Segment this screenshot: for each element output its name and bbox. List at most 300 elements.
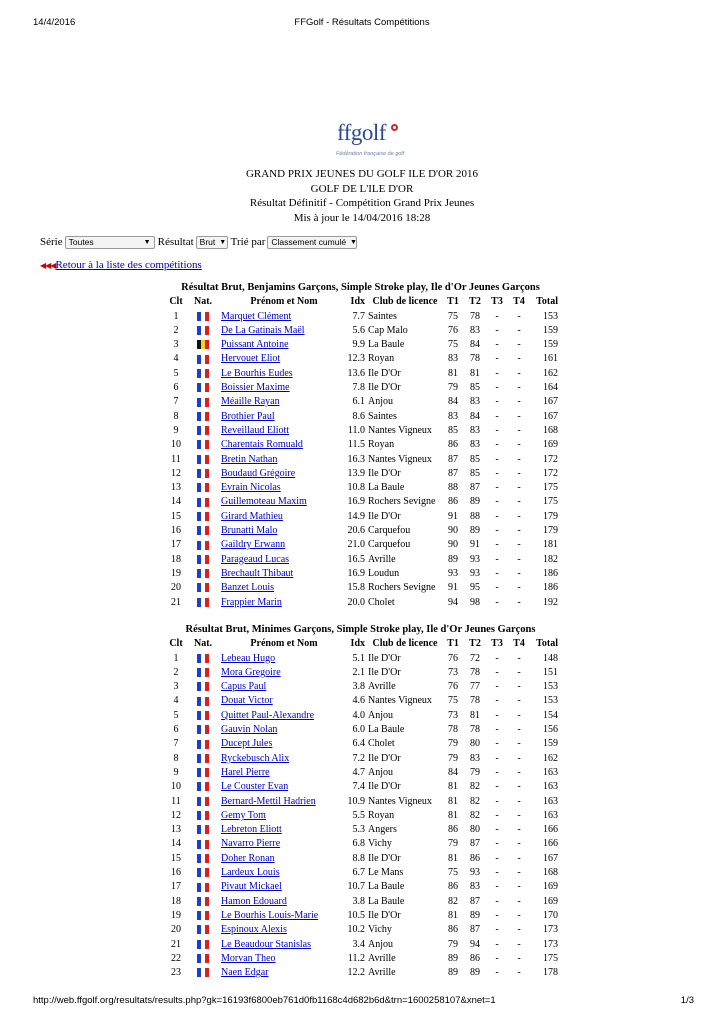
round1-cell: 76 xyxy=(448,652,458,664)
round1-cell: 89 xyxy=(448,553,458,565)
player-name-cell xyxy=(217,709,347,723)
total-cell: 159 xyxy=(543,324,558,336)
nationality-cell xyxy=(189,723,217,737)
table-row xyxy=(163,795,558,809)
round1-cell: 81 xyxy=(448,367,458,379)
table-row xyxy=(163,909,558,923)
club-cell: Ile D'Or xyxy=(368,382,401,394)
player-name-cell xyxy=(217,652,347,666)
back-link[interactable]: Retour à la liste des compétitions xyxy=(55,259,202,271)
player-name-cell xyxy=(217,752,347,766)
round2-cell: 87 xyxy=(470,838,480,850)
round3-cell: - xyxy=(495,666,499,678)
round1-cell: 79 xyxy=(448,938,458,950)
player-link[interactable]: Gaildry Erwann xyxy=(221,539,286,551)
round2-cell: 91 xyxy=(470,539,480,551)
round3-cell: - xyxy=(495,952,499,964)
player-name-cell xyxy=(217,895,347,909)
index-cell: 6.8 xyxy=(352,838,365,850)
round4-cell: - xyxy=(517,938,521,950)
club-cell: Ile D'Or xyxy=(368,852,401,864)
rank-cell: 1 xyxy=(173,652,179,664)
nationality-cell xyxy=(189,923,217,937)
rank-cell: 4 xyxy=(173,353,179,365)
round4-cell: - xyxy=(517,410,521,422)
table-row xyxy=(163,553,558,567)
player-name-cell xyxy=(217,338,347,352)
resultat-label: Résultat xyxy=(157,236,194,248)
player-link[interactable]: Espinoux Alexis xyxy=(221,924,287,936)
round2-cell: 84 xyxy=(470,410,480,422)
table-row xyxy=(163,381,558,395)
table-row xyxy=(163,596,558,610)
round4-cell: - xyxy=(517,439,521,451)
player-link[interactable]: Hervouet Eliot xyxy=(221,353,281,365)
player-link[interactable]: Lebeau Hugo xyxy=(221,652,276,664)
player-link[interactable]: Gemy Tom xyxy=(221,809,266,821)
round4-cell: - xyxy=(517,539,521,551)
round1-cell: 73 xyxy=(448,709,458,721)
player-link[interactable]: Le Beaudour Stanislas xyxy=(221,938,311,950)
rank-cell: 16 xyxy=(171,525,181,537)
index-cell: 13.9 xyxy=(347,467,365,479)
print-date: 14/4/2016 xyxy=(33,17,76,28)
index-cell: 4.7 xyxy=(352,766,365,778)
player-name-cell xyxy=(217,524,347,538)
index-cell: 10.7 xyxy=(347,881,365,893)
index-cell: 21.0 xyxy=(347,539,365,551)
round4-cell: - xyxy=(517,666,521,678)
col-club: Club de licence xyxy=(372,638,438,650)
player-link[interactable]: Capus Paul xyxy=(221,681,267,693)
index-cell: 11.2 xyxy=(347,952,365,964)
france-flag-icon xyxy=(197,768,210,777)
total-cell: 167 xyxy=(543,852,558,864)
round4-cell: - xyxy=(517,766,521,778)
total-cell: 186 xyxy=(543,582,558,594)
nationality-cell xyxy=(189,510,217,524)
section-title: Résultat Brut, Benjamins Garçons, Simple Stroke play, Ile d'Or Jeunes Garçons xyxy=(181,282,540,293)
club-cell: Vichy xyxy=(368,838,392,850)
player-name-cell xyxy=(217,852,347,866)
rank-cell: 21 xyxy=(171,596,181,608)
rank-cell: 19 xyxy=(171,909,181,921)
round3-cell: - xyxy=(495,582,499,594)
player-name-cell xyxy=(217,909,347,923)
nationality-cell xyxy=(189,538,217,552)
rank-cell: 10 xyxy=(171,439,181,451)
player-link[interactable]: Parageaud Lucas xyxy=(221,553,290,565)
player-link[interactable]: Bernard-Mettil Hadrien xyxy=(221,795,316,807)
round4-cell: - xyxy=(517,510,521,522)
player-name-cell xyxy=(217,467,347,481)
player-name-cell xyxy=(217,424,347,438)
club-cell: Anjou xyxy=(368,396,393,408)
index-cell: 10.8 xyxy=(347,482,365,494)
france-flag-icon xyxy=(197,398,210,407)
rank-cell: 5 xyxy=(173,709,179,721)
france-flag-icon xyxy=(197,498,210,507)
club-cell: La Baule xyxy=(368,895,405,907)
dropdown-arrow-icon: ▼ xyxy=(143,238,151,246)
club-cell: Angers xyxy=(368,824,397,836)
round1-cell: 93 xyxy=(448,567,458,579)
club-cell: Loudun xyxy=(368,567,400,579)
round3-cell: - xyxy=(495,439,499,451)
round1-cell: 73 xyxy=(448,666,458,678)
player-name-cell xyxy=(217,453,347,467)
nationality-cell xyxy=(189,453,217,467)
rank-cell: 2 xyxy=(173,324,179,336)
round2-cell: 93 xyxy=(470,867,480,879)
trie-select[interactable]: Classement cumulé ▼ xyxy=(267,236,357,249)
club-cell: Cap Malo xyxy=(368,324,408,336)
index-cell: 7.4 xyxy=(352,781,365,793)
france-flag-icon xyxy=(197,940,210,949)
round3-cell: - xyxy=(495,809,499,821)
table-row xyxy=(163,938,558,952)
total-cell: 175 xyxy=(543,952,558,964)
france-flag-icon xyxy=(197,598,210,607)
table-row xyxy=(163,481,558,495)
club-cell: Ile D'Or xyxy=(368,781,401,793)
france-flag-icon xyxy=(197,911,210,920)
round4-cell: - xyxy=(517,525,521,537)
player-name-cell xyxy=(217,780,347,794)
round1-cell: 82 xyxy=(448,895,458,907)
nationality-cell xyxy=(189,709,217,723)
table-row xyxy=(163,852,558,866)
club-cell: Ile D'Or xyxy=(368,752,401,764)
round3-cell: - xyxy=(495,652,499,664)
france-flag-icon xyxy=(197,954,210,963)
player-name-cell xyxy=(217,723,347,737)
col-idx: Idx xyxy=(350,296,365,308)
france-flag-icon xyxy=(197,740,210,749)
table-row xyxy=(163,737,558,751)
resultat-select[interactable]: Brut ▼ xyxy=(196,236,228,249)
round3-cell: - xyxy=(495,924,499,936)
round1-cell: 84 xyxy=(448,766,458,778)
round3-cell: - xyxy=(495,510,499,522)
rank-cell: 23 xyxy=(171,967,181,979)
round1-cell: 81 xyxy=(448,795,458,807)
player-link[interactable]: Douat Victor xyxy=(221,695,273,707)
round3-cell: - xyxy=(495,553,499,565)
player-link[interactable]: Brothier Paul xyxy=(221,410,275,422)
rank-cell: 14 xyxy=(171,838,181,850)
player-link[interactable]: Girard Mathieu xyxy=(221,510,283,522)
print-page-title: FFGolf - Résultats Compétitions xyxy=(294,17,430,28)
total-cell: 173 xyxy=(543,938,558,950)
round2-cell: 88 xyxy=(470,510,480,522)
round4-cell: - xyxy=(517,367,521,379)
index-cell: 6.4 xyxy=(352,738,365,750)
dropdown-arrow-icon: ▼ xyxy=(350,238,357,246)
round1-cell: 90 xyxy=(448,539,458,551)
index-cell: 7.8 xyxy=(352,382,365,394)
round4-cell: - xyxy=(517,339,521,351)
col-t2: T2 xyxy=(469,296,481,308)
club-cell: Rochers Sevigne xyxy=(368,582,436,594)
table-row xyxy=(163,395,558,409)
round4-cell: - xyxy=(517,567,521,579)
round1-cell: 88 xyxy=(448,482,458,494)
rank-cell: 21 xyxy=(171,938,181,950)
round3-cell: - xyxy=(495,852,499,864)
round1-cell: 75 xyxy=(448,310,458,322)
player-name-cell xyxy=(217,381,347,395)
round2-cell: 72 xyxy=(470,652,480,664)
player-link[interactable]: Frappier Marin xyxy=(221,596,282,608)
round1-cell: 79 xyxy=(448,838,458,850)
rank-cell: 8 xyxy=(173,752,179,764)
france-flag-icon xyxy=(197,412,210,421)
player-name-cell xyxy=(217,538,347,552)
player-link[interactable]: Méaille Rayan xyxy=(221,396,280,408)
player-name-cell xyxy=(217,567,347,581)
round3-cell: - xyxy=(495,367,499,379)
player-link[interactable]: Ryckebusch Alix xyxy=(221,752,290,764)
player-link[interactable]: Ducept Jules xyxy=(221,738,273,750)
total-cell: 172 xyxy=(543,467,558,479)
player-link[interactable]: Boudaud Grégoire xyxy=(221,467,296,479)
competition-header xyxy=(0,167,724,225)
table-row xyxy=(163,895,558,909)
france-flag-icon xyxy=(197,825,210,834)
france-flag-icon xyxy=(197,754,210,763)
round2-cell: 78 xyxy=(470,666,480,678)
round4-cell: - xyxy=(517,596,521,608)
france-flag-icon xyxy=(197,968,210,977)
total-cell: 186 xyxy=(543,567,558,579)
player-link[interactable]: Le Couster Evan xyxy=(221,781,289,793)
player-link[interactable]: Puissant Antoine xyxy=(221,339,289,351)
index-cell: 8.8 xyxy=(352,852,365,864)
rank-cell: 19 xyxy=(171,567,181,579)
france-flag-icon xyxy=(197,326,210,335)
nationality-cell xyxy=(189,495,217,509)
competition-title: GRAND PRIX JEUNES DU GOLF ILE D'OR 2016 xyxy=(245,168,479,180)
nationality-cell xyxy=(189,809,217,823)
nationality-cell xyxy=(189,938,217,952)
player-name-cell xyxy=(217,581,347,595)
france-flag-icon xyxy=(197,541,210,550)
total-cell: 182 xyxy=(543,553,558,565)
player-link[interactable]: Doher Ronan xyxy=(221,852,275,864)
player-link[interactable]: Bretin Nathan xyxy=(221,453,278,465)
col-t4: T4 xyxy=(513,296,525,308)
player-link[interactable]: Reveillaud Eliott xyxy=(221,424,290,436)
index-cell: 11.0 xyxy=(347,424,365,436)
player-link[interactable]: Evrain Nicolas xyxy=(221,482,281,494)
player-link[interactable]: Brechault Thibaut xyxy=(221,567,294,579)
round3-cell: - xyxy=(495,596,499,608)
round2-cell: 89 xyxy=(470,496,480,508)
section-title: Résultat Brut, Minimes Garçons, Simple Stroke play, Ile d'Or Jeunes Garçons xyxy=(185,624,536,635)
index-cell: 3.8 xyxy=(352,895,365,907)
round3-cell: - xyxy=(495,353,499,365)
player-link[interactable]: Pivaut Mickael xyxy=(221,881,282,893)
nationality-cell xyxy=(189,652,217,666)
player-link[interactable]: Mora Gregoire xyxy=(221,666,281,678)
rank-cell: 4 xyxy=(173,695,179,707)
round1-cell: 76 xyxy=(448,324,458,336)
index-cell: 12.3 xyxy=(347,353,365,365)
round2-cell: 89 xyxy=(470,909,480,921)
rank-cell: 8 xyxy=(173,410,179,422)
round1-cell: 75 xyxy=(448,695,458,707)
player-name-cell xyxy=(217,837,347,851)
result-status: Résultat Définitif - Compétition Grand Prix Jeunes xyxy=(249,197,475,209)
index-cell: 10.5 xyxy=(347,909,365,921)
player-name-cell xyxy=(217,866,347,880)
total-cell: 161 xyxy=(543,353,558,365)
club-cell: Le Mans xyxy=(368,867,404,879)
rank-cell: 6 xyxy=(173,724,179,736)
player-name-cell xyxy=(217,952,347,966)
col-name: Prénom et Nom xyxy=(250,638,318,650)
total-cell: 179 xyxy=(543,525,558,537)
round2-cell: 78 xyxy=(470,724,480,736)
table-row xyxy=(163,723,558,737)
total-cell: 159 xyxy=(543,339,558,351)
player-name-cell xyxy=(217,553,347,567)
player-link[interactable]: Guillemoteau Maxim xyxy=(221,496,307,508)
nationality-cell xyxy=(189,424,217,438)
round2-cell: 83 xyxy=(470,439,480,451)
rank-cell: 2 xyxy=(173,666,179,678)
france-flag-icon xyxy=(197,483,210,492)
player-link[interactable]: Morvan Theo xyxy=(221,952,276,964)
round3-cell: - xyxy=(495,496,499,508)
france-flag-icon xyxy=(197,897,210,906)
nationality-cell xyxy=(189,909,217,923)
total-cell: 169 xyxy=(543,439,558,451)
table-row xyxy=(163,438,558,452)
player-link[interactable]: Hamon Edouard xyxy=(221,895,287,907)
rank-cell: 20 xyxy=(171,924,181,936)
table-row xyxy=(163,652,558,666)
france-flag-icon xyxy=(197,555,210,564)
player-link[interactable]: Quittet Paul-Alexandre xyxy=(221,709,315,721)
player-link[interactable]: Naen Edgar xyxy=(221,967,269,979)
round3-cell: - xyxy=(495,539,499,551)
col-clt: Clt xyxy=(169,296,183,308)
index-cell: 5.1 xyxy=(352,652,365,664)
player-link[interactable]: Le Bourhis Louis-Marie xyxy=(221,909,319,921)
rank-cell: 11 xyxy=(171,453,181,465)
table-row xyxy=(163,524,558,538)
player-link[interactable]: Brunatti Malo xyxy=(221,525,278,537)
round1-cell: 91 xyxy=(448,582,458,594)
table-row xyxy=(163,866,558,880)
club-cell: Carquefou xyxy=(368,539,411,551)
nationality-cell xyxy=(189,823,217,837)
index-cell: 10.9 xyxy=(347,795,365,807)
table-row xyxy=(163,367,558,381)
round3-cell: - xyxy=(495,310,499,322)
col-nat: Nat. xyxy=(193,638,213,650)
col-clt: Clt xyxy=(169,638,183,650)
total-cell: 153 xyxy=(543,695,558,707)
col-t4: T4 xyxy=(513,638,525,650)
nationality-cell xyxy=(189,524,217,538)
france-flag-icon xyxy=(197,369,210,378)
table-row xyxy=(163,837,558,851)
club-cell: Ile D'Or xyxy=(368,367,401,379)
rank-cell: 18 xyxy=(171,553,181,565)
round2-cell: 86 xyxy=(470,952,480,964)
serie-select[interactable]: Toutes ▼ xyxy=(65,236,155,249)
index-cell: 4.6 xyxy=(352,695,365,707)
round3-cell: - xyxy=(495,838,499,850)
player-name-cell xyxy=(217,966,347,980)
table-row xyxy=(163,966,558,980)
table-row xyxy=(163,352,558,366)
round1-cell: 81 xyxy=(448,909,458,921)
player-name-cell xyxy=(217,352,347,366)
player-link[interactable]: Lardeux Louis xyxy=(221,867,280,879)
player-link[interactable]: Marquet Clément xyxy=(221,310,292,322)
player-link[interactable]: Boissier Maxime xyxy=(221,382,290,394)
player-link[interactable]: De La Gatinais Maël xyxy=(221,324,305,336)
index-cell: 6.7 xyxy=(352,867,365,879)
rank-cell: 14 xyxy=(171,496,181,508)
round4-cell: - xyxy=(517,353,521,365)
rank-cell: 9 xyxy=(173,424,179,436)
player-link[interactable]: Charentais Romuald xyxy=(221,439,303,451)
round2-cell: 80 xyxy=(470,824,480,836)
index-cell: 16.9 xyxy=(347,567,365,579)
round3-cell: - xyxy=(495,424,499,436)
player-link[interactable]: Gauvin Nolan xyxy=(221,724,278,736)
player-link[interactable]: Lebreton Eliott xyxy=(221,824,282,836)
total-cell: 192 xyxy=(543,596,558,608)
round4-cell: - xyxy=(517,781,521,793)
rank-cell: 12 xyxy=(171,467,181,479)
total-cell: 148 xyxy=(543,652,558,664)
player-link[interactable]: Harel Pierre xyxy=(221,766,270,778)
total-cell: 169 xyxy=(543,895,558,907)
index-cell: 13.6 xyxy=(347,367,365,379)
table-row xyxy=(163,338,558,352)
index-cell: 2.1 xyxy=(352,666,365,678)
france-flag-icon xyxy=(197,426,210,435)
club-cell: Nantes Vigneux xyxy=(368,424,432,436)
round4-cell: - xyxy=(517,895,521,907)
player-name-cell xyxy=(217,766,347,780)
nationality-cell xyxy=(189,352,217,366)
round1-cell: 86 xyxy=(448,824,458,836)
player-link[interactable]: Banzet Louis xyxy=(221,582,275,594)
player-link[interactable]: Le Bourhis Eudes xyxy=(221,367,293,379)
france-flag-icon xyxy=(197,355,210,364)
nationality-cell xyxy=(189,438,217,452)
table-row xyxy=(163,453,558,467)
col-t1: T1 xyxy=(447,296,459,308)
player-link[interactable]: Navarro Pierre xyxy=(221,838,281,850)
index-cell: 7.2 xyxy=(352,752,365,764)
france-flag-icon xyxy=(197,668,210,677)
index-cell: 6.0 xyxy=(352,724,365,736)
club-cell: Ile D'Or xyxy=(368,652,401,664)
nationality-cell xyxy=(189,866,217,880)
round1-cell: 86 xyxy=(448,496,458,508)
index-cell: 7.7 xyxy=(352,310,365,322)
round1-cell: 81 xyxy=(448,852,458,864)
round4-cell: - xyxy=(517,652,521,664)
